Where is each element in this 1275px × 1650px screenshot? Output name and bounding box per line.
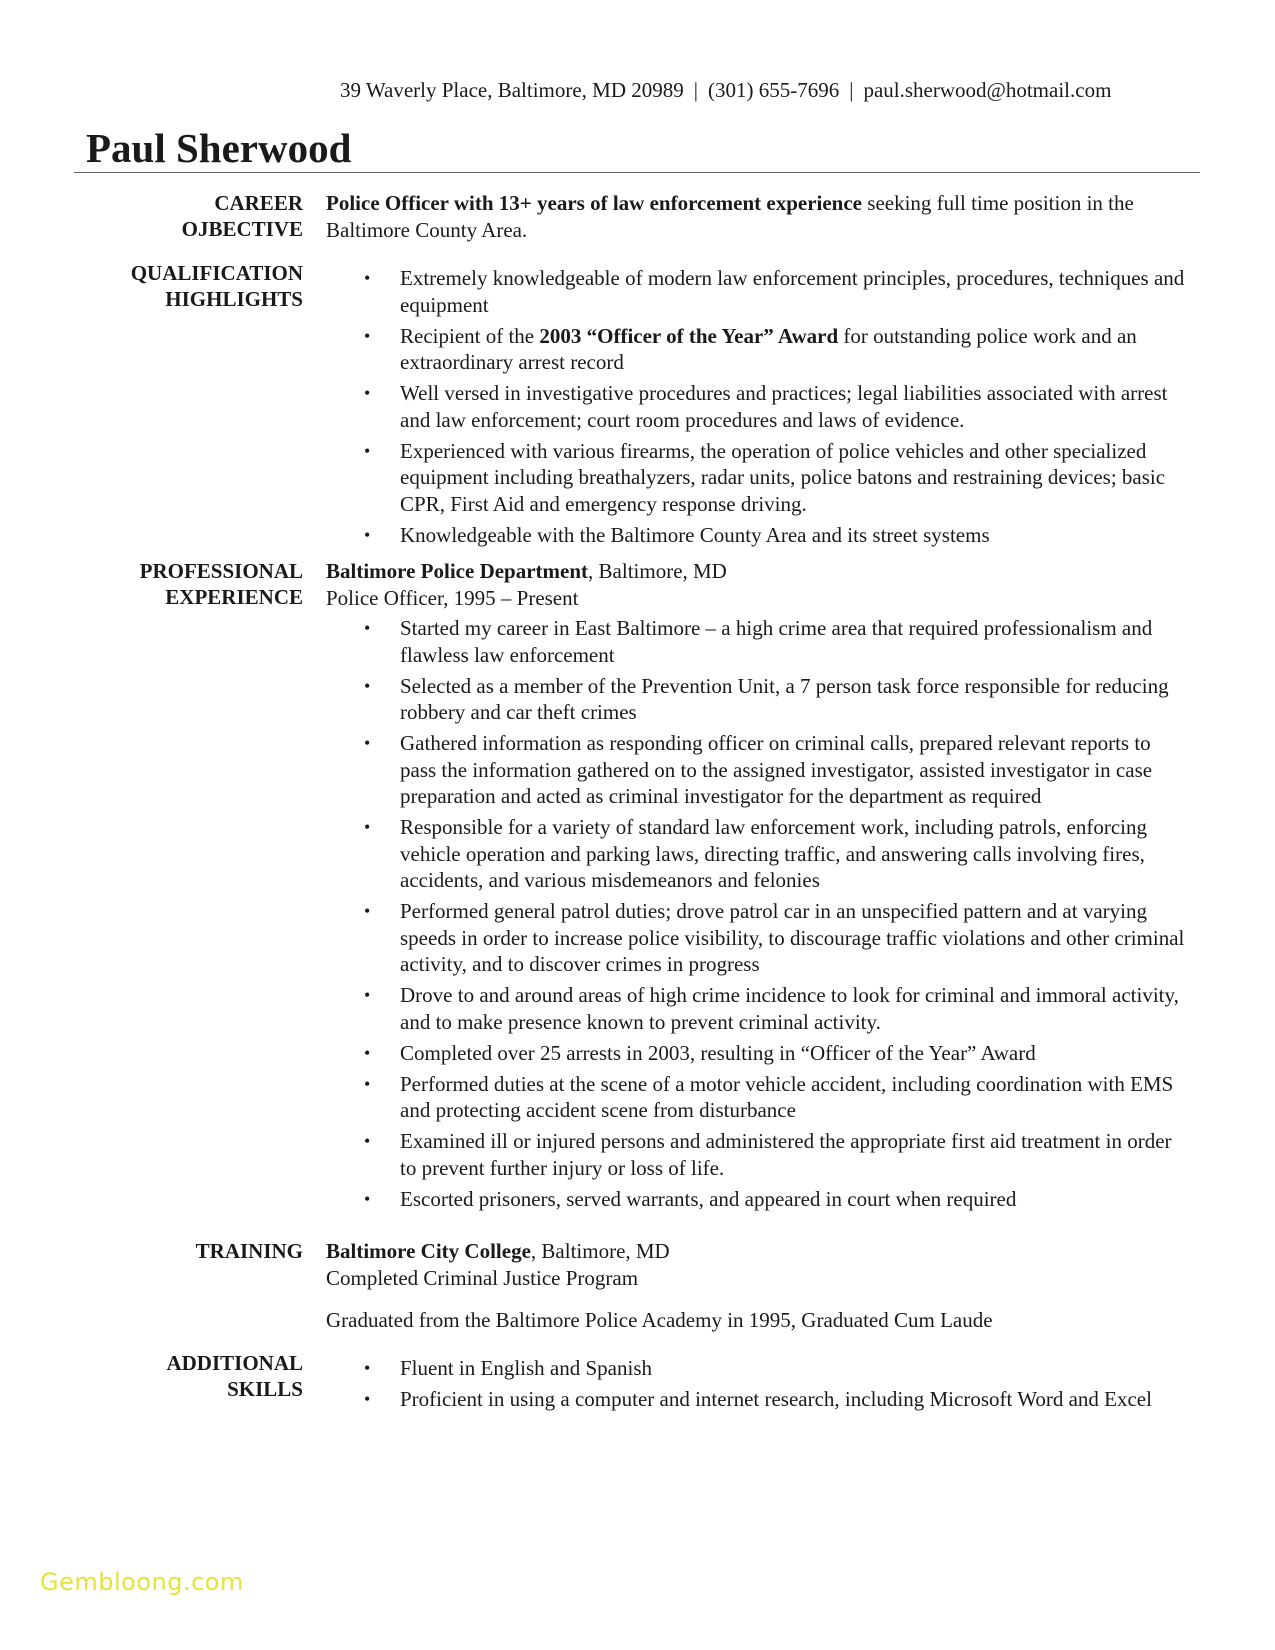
skills-list [326, 1355, 1186, 1413]
email-text: paul.sherwood@hotmail.com [863, 78, 1112, 102]
list-item: • Performed general patrol duties; drove patrol car in an unspecified pattern and at varying speeds in order to increase police visibility, to discourage traffic violations and other criminal activity, and to discover crimes in progress [326, 898, 1186, 978]
watermark-text: Gembloong.com [40, 1568, 244, 1596]
contact-line [340, 78, 1180, 103]
list-item: • Responsible for a variety of standard law enforcement work, including patrols, enforcing vehicle operation and parking laws, directing traffic, and answering calls involving fires, accidents, and various misdemeanors and felonies [326, 814, 1186, 894]
experience-content [326, 558, 1186, 1217]
candidate-name: Paul Sherwood [86, 125, 352, 171]
school-line: Baltimore City College, Baltimore, MD [326, 1239, 670, 1263]
list-item: • Performed duties at the scene of a motor vehicle accident, including coordination with EMS and protecting accident scene from disturbance [326, 1071, 1186, 1124]
header-divider [74, 172, 1200, 173]
skills-content [326, 1355, 1186, 1417]
list-item: • Completed over 25 arrests in 2003, resulting in “Officer of the Year” Award [326, 1040, 1186, 1067]
address-text: 39 Waverly Place, Baltimore, MD 20989 [340, 78, 684, 102]
position-line: Police Officer, 1995 – Present [326, 585, 579, 610]
training-content [326, 1238, 1186, 1334]
section-label: PROFESSIONAL EXPERIENCE [139, 559, 303, 609]
list-item: • Proficient in using a computer and internet research, including Microsoft Word and Excel [326, 1386, 1186, 1413]
section-label: TRAINING [195, 1239, 303, 1263]
program-line: Completed Criminal Justice Program [326, 1265, 639, 1290]
list-item: • Extremely knowledgeable of modern law enforcement principles, procedures, techniques and equipment [326, 265, 1186, 318]
contact-separator: | [693, 78, 698, 102]
qualification-list [326, 265, 1186, 548]
list-item: • Recipient of the 2003 “Officer of the Year” Award for outstanding police work and an extraordinary arrest record [326, 323, 1186, 376]
list-item: • Escorted prisoners, served warrants, and appeared in court when required [326, 1186, 1186, 1213]
list-item: • Experienced with various firearms, the operation of police vehicles and other specialized equipment including breathalyzers, radar units, police batons and restraining devices; basic CPR, First Aid and emergency response driving. [326, 438, 1186, 518]
academy-line: Graduated from the Baltimore Police Academy in 1995, Graduated Cum Laude [326, 1308, 993, 1332]
list-item: • Knowledgeable with the Baltimore County Area and its street systems [326, 522, 1186, 549]
contact-separator: | [849, 78, 854, 102]
list-item: • Gathered information as responding officer on criminal calls, prepared relevant reports to pass the information gathered on to the assigned investigator, assisted investigator in case preparation and acted as criminal investigator for the department as required [326, 730, 1186, 810]
list-item: • Well versed in investigative procedures and practices; legal liabilities associated with arrest and law enforcement; court room procedures and laws of evidence. [326, 380, 1186, 433]
list-item: • Selected as a member of the Prevention Unit, a 7 person task force responsible for reducing robbery and car theft crimes [326, 673, 1186, 726]
qualification-list-container [326, 265, 1186, 553]
objective-highlight: Police Officer with 13+ years of law enforcement experience [326, 191, 863, 215]
objective-text: Police Officer with 13+ years of law enforcement experience seeking full time position in the Baltimore County Area. [326, 191, 1134, 242]
list-item: • Examined ill or injured persons and administered the appropriate first aid treatment in order to prevent further injury or loss of life. [326, 1128, 1186, 1181]
employer-line: Baltimore Police Department, Baltimore, MD [326, 559, 727, 583]
section-label: QUALIFICATION HIGHLIGHTS [130, 261, 303, 311]
experience-list [326, 615, 1186, 1212]
phone-text: (301) 655-7696 [708, 78, 840, 102]
list-item: • Drove to and around areas of high crime incidence to look for criminal and immoral activity, and to make presence known to prevent criminal activity. [326, 982, 1186, 1035]
list-item: • Started my career in East Baltimore – a high crime area that required professionalism and flawless law enforcement [326, 615, 1186, 668]
section-label: ADDITIONAL SKILLS [166, 1351, 303, 1401]
list-item: • Fluent in English and Spanish [326, 1355, 1186, 1382]
section-label: CAREER OJBECTIVE [181, 191, 303, 241]
